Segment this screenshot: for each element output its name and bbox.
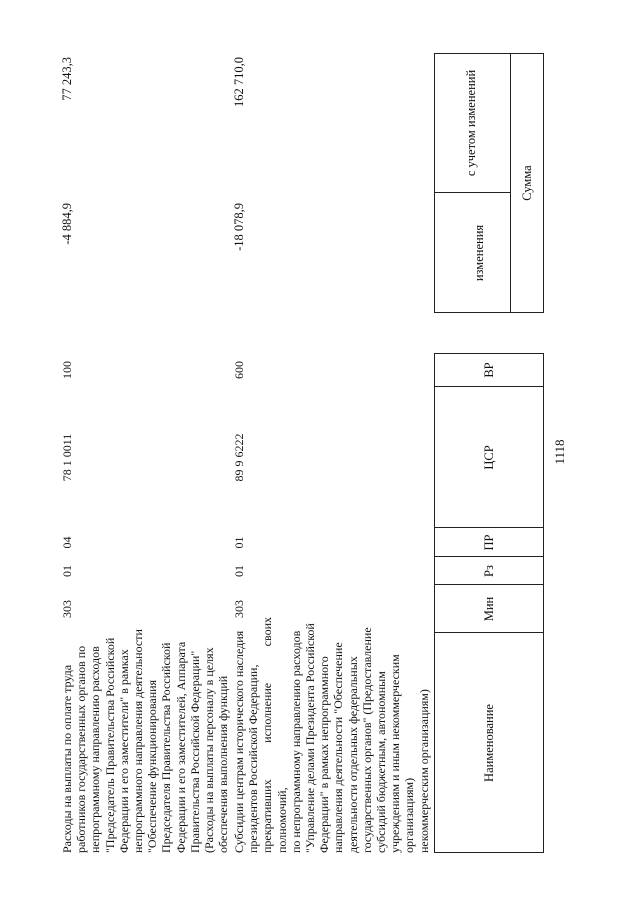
row-2-change: -4 884,9 xyxy=(60,203,74,245)
row-2-name: Расходы на выплаты по оплате труда работников государственных органов по непрограммному направлению расходов "Председатель Правительства Российской Федерации и его заместители" в рамках непрограммного направления деятельности "Обеспечение функционирования Председателя Правительства Российской Федерации и его заместителей, Аппарата Правительства Российской Федерации" (Расходы на выплаты персоналу в целях обеспечения выполнения функций xyxy=(60,629,231,853)
header-csr: ЦСР xyxy=(482,445,496,470)
row-2-rz: 01 xyxy=(60,565,74,577)
row-2-vr: 100 xyxy=(60,361,74,379)
row-2-total: 77 243,3 xyxy=(60,57,74,101)
row-2-min: 303 xyxy=(60,600,74,618)
row-1-min: 303 xyxy=(232,600,246,618)
header-with-changes: с учетом изменений xyxy=(464,69,478,177)
header-changes: изменения xyxy=(472,224,486,282)
row-1-pr: 01 xyxy=(232,536,246,549)
row-1-rz: 01 xyxy=(232,565,246,577)
header-name: Наименование xyxy=(482,704,496,782)
row-1-change: -18 078,9 xyxy=(232,203,246,251)
row-1-vr: 600 xyxy=(232,361,246,379)
continued-text: некоммерческим организациям) xyxy=(417,689,431,853)
header-sum: Сумма xyxy=(520,165,534,201)
row-1-total: 162 710,0 xyxy=(232,57,246,107)
header-rz: Рз xyxy=(482,565,496,577)
budget-table xyxy=(60,53,544,853)
header-pr: ПР xyxy=(482,534,496,551)
row-2-csr: 78 1 0011 xyxy=(60,433,74,482)
header-vr: ВР xyxy=(482,362,496,378)
header-min: Мин xyxy=(482,596,496,622)
row-1-name: Субсидии центрам исторического наследия президентов Российской Федерации, прекративших исполнение своих полномочий, по непрограммному направлению расходов "Управление делами Президента Российской Федерации" в рамках непрограммного направления деятельности "Обеспечение деятельности отдельных федеральных государственных органов" (Предоставление субсидий бюджетным, автономным учреждениям и иным некоммерческим организациям) xyxy=(232,617,417,853)
page-number: 1118 xyxy=(552,439,567,465)
row-1-csr: 89 9 6222 xyxy=(232,433,246,482)
row-2-pr: 04 xyxy=(60,536,74,549)
